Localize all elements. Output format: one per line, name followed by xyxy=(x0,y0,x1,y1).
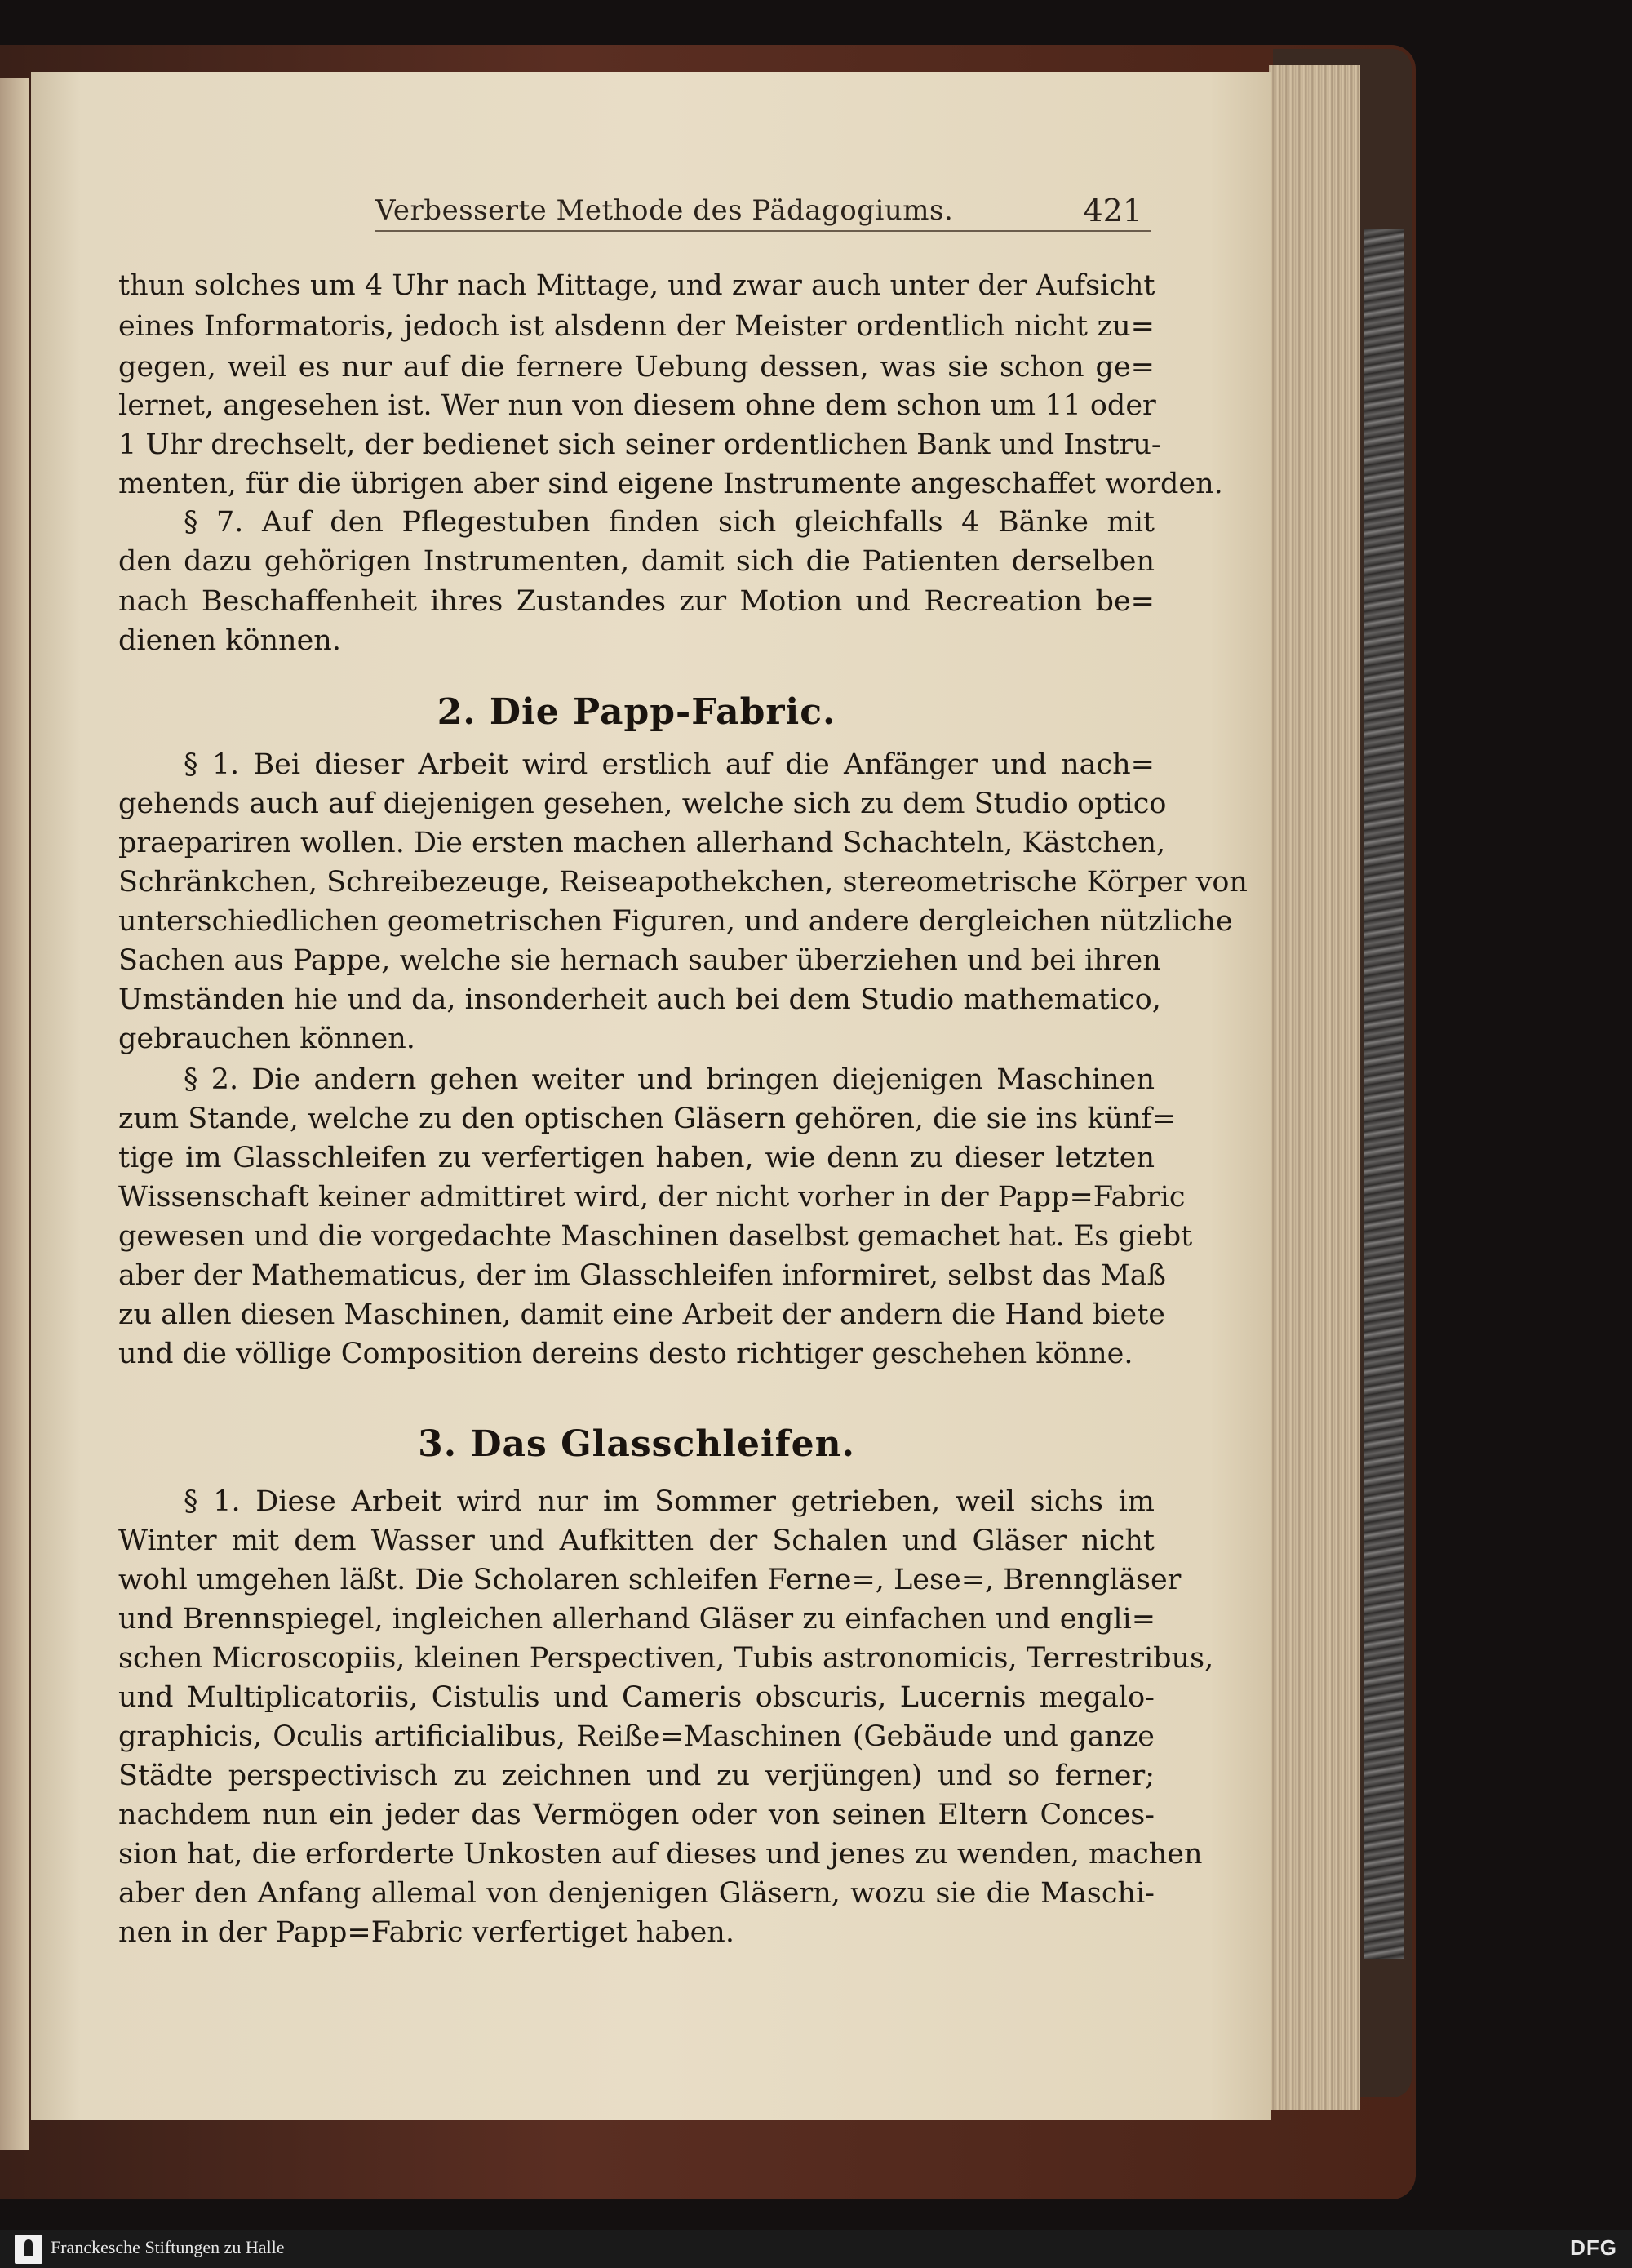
text-line: unterschiedlichen geometrischen Figuren, und andere dergleichen nützliche xyxy=(118,905,1233,938)
marbled-edge xyxy=(1364,229,1404,1959)
text-line: lernet, angesehen ist. Wer nun von diesem ohne dem schon um 11 oder xyxy=(118,389,1156,422)
text-line: gebrauchen können. xyxy=(118,1023,415,1055)
viewer-footer xyxy=(0,2230,1632,2268)
section-heading: 3. Das Glasschleifen. xyxy=(418,1423,855,1465)
text-line: nen in der Papp=Fabric verfertiget haben. xyxy=(118,1916,734,1949)
text-line: § 1. Bei dieser Arbeit wird erstlich auf die Anfänger und nach= xyxy=(184,748,1155,781)
text-line: eines Informatoris, jedoch ist alsdenn der Meister ordentlich nicht zu= xyxy=(118,310,1155,343)
text-line: gegen, weil es nur auf die fernere Uebung dessen, was sie schon ge= xyxy=(118,351,1155,384)
page-edges xyxy=(1269,65,1360,2110)
text-line: thun solches um 4 Uhr nach Mittage, und zwar auch unter der Aufsicht xyxy=(118,269,1155,302)
text-line: gehends auch auf diejenigen gesehen, welche sich zu dem Studio optico xyxy=(118,788,1167,820)
text-line: aber der Mathematicus, der im Glasschleifen informiret, selbst das Maß xyxy=(118,1259,1167,1292)
text-line: gewesen und die vorgedachte Maschinen daselbst gemachet hat. Es giebt xyxy=(118,1220,1193,1253)
text-line: § 1. Diese Arbeit wird nur im Sommer getrieben, weil sichs im xyxy=(184,1485,1155,1518)
text-line: Wissenschaft keiner admittiret wird, der nicht vorher in der Papp=Fabric xyxy=(118,1181,1186,1214)
text-line: wohl umgehen läßt. Die Scholaren schleifen Ferne=, Lese=, Brenngläser xyxy=(118,1564,1182,1596)
section-heading: 2. Die Papp-Fabric. xyxy=(437,691,836,733)
text-line: Umständen hie und da, insonderheit auch bei dem Studio mathematico, xyxy=(118,983,1161,1016)
text-line: 1 Uhr drechselt, der bedienet sich seiner ordentlichen Bank und Instru- xyxy=(118,428,1161,461)
text-line: praepariren wollen. Die ersten machen allerhand Schachteln, Kästchen, xyxy=(118,827,1166,859)
text-line: § 2. Die andern gehen weiter und bringen diejenigen Maschinen xyxy=(184,1063,1155,1096)
text-line: und Multiplicatoriis, Cistulis und Cameris obscuris, Lucernis megalo- xyxy=(118,1681,1155,1714)
text-line: graphicis, Oculis artificialibus, Reiße=Maschinen (Gebäude und ganze xyxy=(118,1720,1155,1753)
text-line: und die völlige Composition dereins desto richtiger geschehen könne. xyxy=(118,1338,1133,1370)
institution-name: Franckesche Stiftungen zu Halle xyxy=(51,2237,285,2257)
text-line: nachdem nun ein jeder das Vermögen oder von seinen Eltern Conces- xyxy=(118,1799,1155,1831)
text-line: Sachen aus Pappe, welche sie hernach sauber überziehen und bei ihren xyxy=(118,944,1161,977)
text-line: sion hat, die erforderte Unkosten auf dieses und jenes zu wenden, machen xyxy=(118,1838,1203,1871)
text-line: den dazu gehörigen Instrumenten, damit sich die Patienten derselben xyxy=(118,545,1155,578)
institution-logo-icon xyxy=(15,2235,42,2264)
text-line: Städte perspectivisch zu zeichnen und zu verjüngen) und so ferner; xyxy=(118,1760,1155,1792)
running-head-title: Verbesserte Methode des Pädagogiums. xyxy=(375,194,954,227)
text-line: aber den Anfang allemal von denjenigen Gläsern, wozu sie die Maschi- xyxy=(118,1877,1155,1910)
text-line: zum Stande, welche zu den optischen Gläsern gehören, die sie ins künf= xyxy=(118,1103,1176,1135)
text-line: dienen können. xyxy=(118,624,341,657)
text-line: zu allen diesen Maschinen, damit eine Arbeit der andern die Hand biete xyxy=(118,1298,1165,1331)
text-line: nach Beschaffenheit ihres Zustandes zur Motion und Recreation be= xyxy=(118,585,1155,618)
text-line: Schränkchen, Schreibezeuge, Reiseapothekchen, stereometrische Körper von xyxy=(118,866,1248,899)
header-rule xyxy=(375,230,1151,232)
running-head xyxy=(343,188,1151,237)
text-line: § 7. Auf den Pflegestuben finden sich gleichfalls 4 Bänke mit xyxy=(184,506,1155,539)
facing-page-edge xyxy=(0,78,29,2150)
text-line: tige im Glasschleifen zu verfertigen haben, wie denn zu dieser letzten xyxy=(118,1142,1155,1174)
text-line: menten, für die übrigen aber sind eigene Instrumente angeschaffet worden. xyxy=(118,468,1223,500)
text-line: schen Microscopiis, kleinen Perspectiven, Tubis astronomicis, Terrestribus, xyxy=(118,1642,1214,1675)
funder-logo: DFG xyxy=(1570,2235,1617,2260)
text-line: und Brennspiegel, ingleichen allerhand Gläser zu einfachen und engli= xyxy=(118,1603,1156,1636)
text-line: Winter mit dem Wasser und Aufkitten der Schalen und Gläser nicht xyxy=(118,1525,1155,1557)
page-number: 421 xyxy=(1083,193,1142,229)
